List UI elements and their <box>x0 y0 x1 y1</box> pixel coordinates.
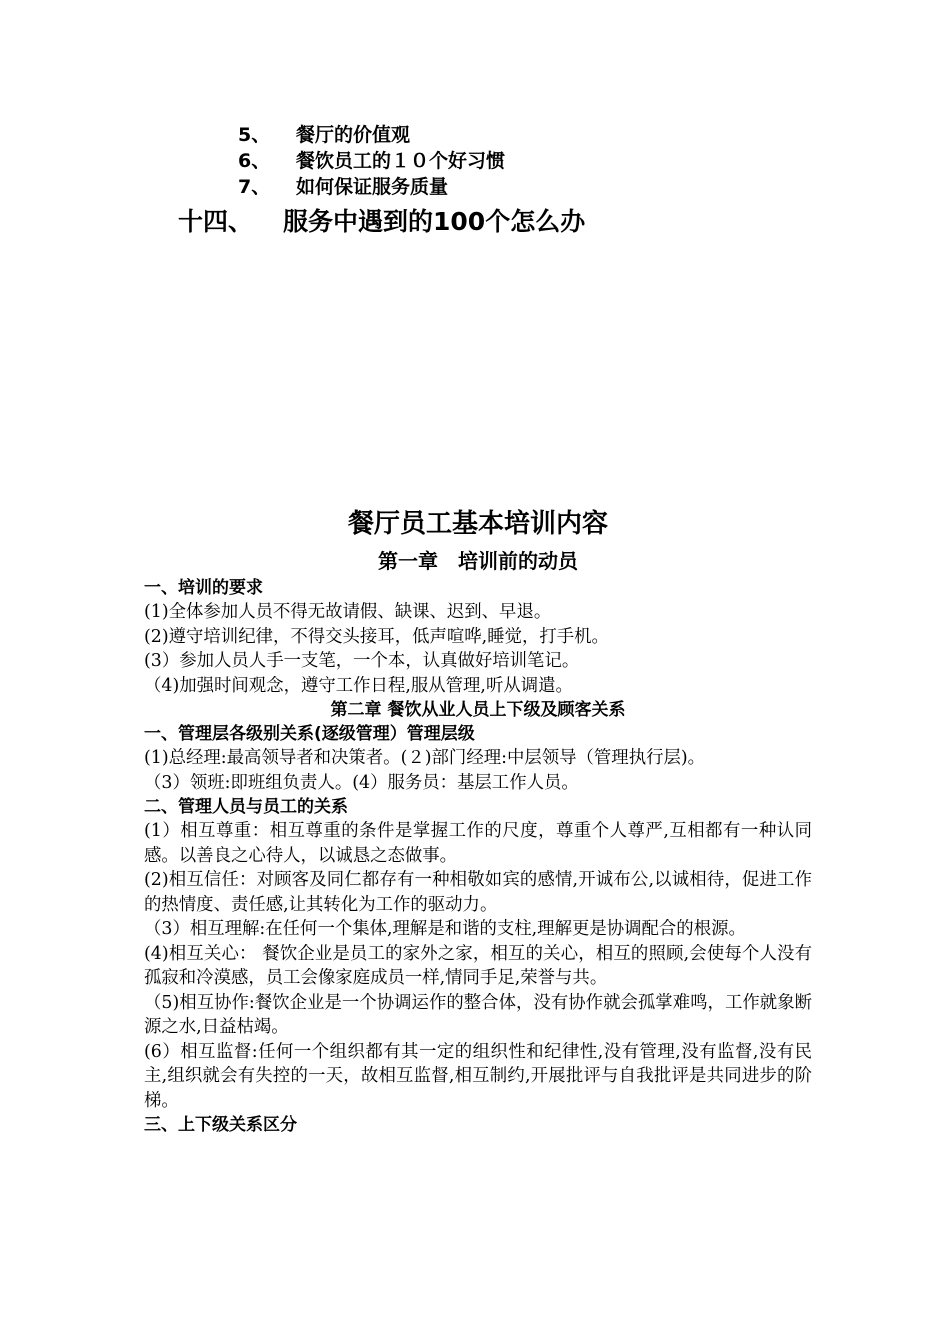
section-heading: 二、管理人员与员工的关系 <box>144 797 348 817</box>
paragraph: （4)加强时间观念，遵守工作日程,服从管理,听从调遣。 <box>144 675 573 696</box>
section-heading: 一、培训的要求 <box>144 578 263 598</box>
toc-item <box>238 174 505 200</box>
toc-item-number: 5、 <box>238 124 271 146</box>
section-heading: 一、管理层各级别关系(逐级管理）管理层级 <box>144 724 475 744</box>
paragraph: (1)全体参加人员不得无故请假、缺课、迟到、早退。 <box>144 602 552 622</box>
chapter-title: 第一章 培训前的动员 <box>378 549 578 573</box>
toc-item-number: 6、 <box>238 150 271 172</box>
paragraph: (4)相互关心： 餐饮企业是员工的家外之家，相互的关心，相互的照顾,会使每个人没有孤寂和冷漠感，员工会像家庭成员一样,情同手足,荣誉与共。 <box>144 943 812 988</box>
toc-heading <box>178 202 585 242</box>
paragraph: (2)相互信任：对顾客及同仁都存有一种相敬如宾的感情,开诚布公,以诚相待，促进工作的热情度、责任感,让其转化为工作的驱动力。 <box>144 870 812 915</box>
toc-heading-number: 十四、 <box>178 207 254 236</box>
toc-list <box>238 122 505 200</box>
paragraph: (1）相互尊重：相互尊重的条件是掌握工作的尺度，尊重个人尊严,互相都有一种认同感。以善良之心待人，以诚恳之态做事。 <box>144 821 812 866</box>
paragraph: (6）相互监督:任何一个组织都有其一定的组织性和纪律性,没有管理,没有监督,没有民主,组织就会有失控的一天，故相互监督,相互制约,开展批评与自我批评是共同进步的阶梯。 <box>144 1041 812 1111</box>
toc-heading-text: 服务中遇到的100个怎么办 <box>283 207 586 236</box>
paragraph: （3）领班:即班组负责人。(4）服务员：基层工作人员。 <box>144 772 579 793</box>
chapter-title: 第二章 餐饮从业人员上下级及顾客关系 <box>330 700 626 720</box>
document-title: 餐厅员工基本培训内容 <box>347 509 608 539</box>
toc-item-text: 餐饮员工的１０个好习惯 <box>296 150 506 172</box>
section-heading: 三、上下级关系区分 <box>144 1115 297 1135</box>
paragraph: (1)总经理:最高领导者和决策者。(２)部门经理:中层领导（管理执行层)。 <box>144 748 706 768</box>
paragraph: （3）相互理解:在任何一个集体,理解是和谐的支柱,理解更是协调配合的根源。 <box>144 919 746 939</box>
paragraph: （5)相互协作:餐饮企业是一个协调运作的整合体，没有协作就会孤掌难鸣，工作就象断源之水,日益枯竭。 <box>144 992 812 1037</box>
paragraph: (3）参加人员人手一支笔，一个本，认真做好培训笔记。 <box>144 651 580 671</box>
toc-item-text: 餐厅的价值观 <box>296 124 411 146</box>
toc-item <box>238 148 505 174</box>
paragraph: (2)遵守培训纪律，不得交头接耳，低声喧哗,睡觉，打手机。 <box>144 626 609 647</box>
toc-item-text: 如何保证服务质量 <box>296 176 449 198</box>
toc-item-number: 7、 <box>238 176 271 198</box>
document-body <box>144 502 812 1137</box>
toc-item <box>238 122 505 148</box>
